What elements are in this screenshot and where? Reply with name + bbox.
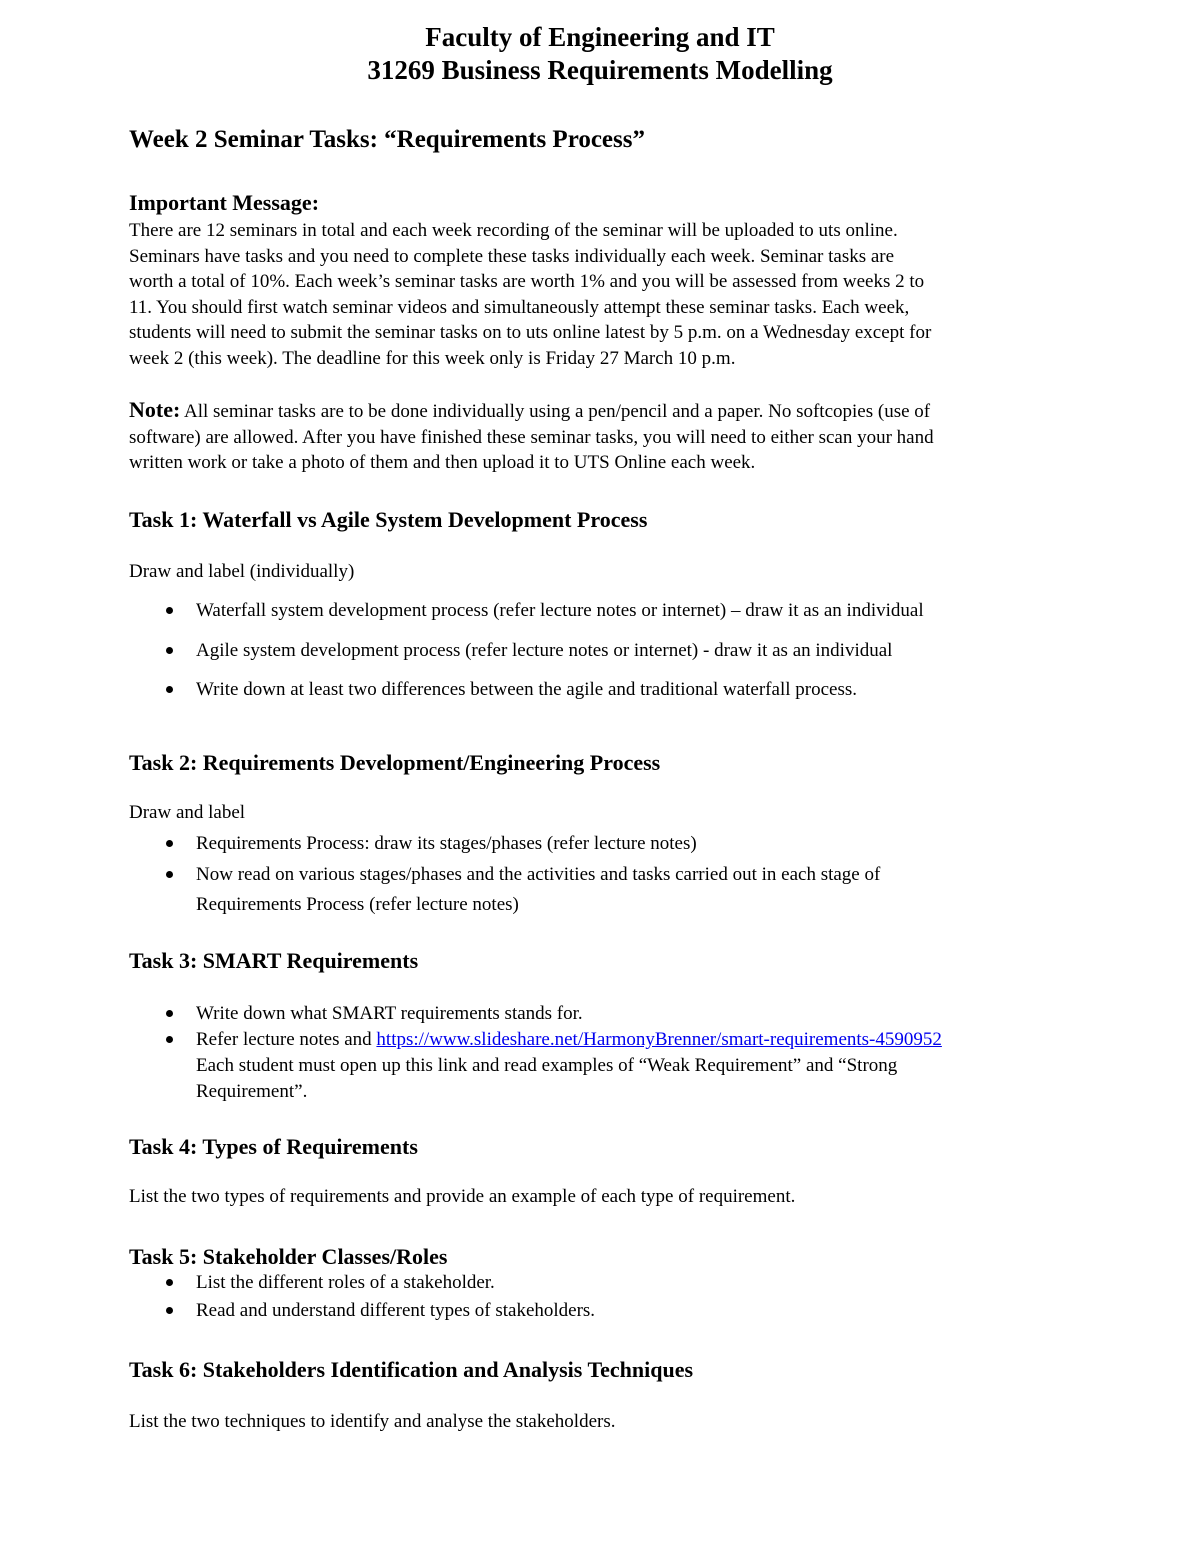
important-line: Seminars have tasks and you need to complete these tasks individually each week. Seminar tasks are — [129, 245, 895, 267]
important-line: worth a total of 10%. Each week’s seminar tasks are worth 1% and you will be assessed from weeks 2 to — [129, 271, 925, 292]
task2-intro: Draw and label — [129, 802, 246, 823]
page-title: Week 2 Seminar Tasks: “Requirements Process” — [129, 126, 645, 153]
bullet-icon — [166, 607, 173, 614]
important-line: There are 12 seminars in total and each week recording of the seminar will be uploaded to uts online. — [129, 220, 898, 241]
note-line: software) are allowed. After you have finished these seminar tasks, you will need to either scan your hand — [129, 426, 934, 448]
note-line: All seminar tasks are to be done individually using a pen/pencil and a paper. No softcopies (use of — [180, 401, 931, 422]
task4-text: List the two types of requirements and provide an example of each type of requirement. — [129, 1186, 796, 1207]
bullet-icon — [166, 1279, 173, 1286]
note-label: Note: — [129, 397, 181, 422]
bullet-icon — [166, 1307, 173, 1314]
task1-bullet: Write down at least two differences between the agile and traditional waterfall process. — [196, 679, 857, 700]
slideshare-link[interactable]: https://www.slideshare.net/HarmonyBrenner/smart-requirements-4590952 — [376, 1029, 942, 1050]
task6-heading: Task 6: Stakeholders Identification and Analysis Techniques — [129, 1357, 694, 1382]
important-line: 11. You should first watch seminar videos and simultaneously attempt these seminar tasks. Each week, — [129, 296, 910, 318]
task5-heading: Task 5: Stakeholder Classes/Roles — [129, 1244, 448, 1269]
task5-bullet: List the different roles of a stakeholder. — [196, 1272, 495, 1293]
task6-text: List the two techniques to identify and analyse the stakeholders. — [129, 1411, 616, 1432]
task2-heading: Task 2: Requirements Development/Engineering Process — [129, 750, 661, 775]
task3-bullet-prefix: Refer lecture notes and — [196, 1029, 377, 1050]
task1-intro: Draw and label (individually) — [129, 561, 355, 582]
important-heading: Important Message: — [129, 190, 320, 215]
task5-bullet: Read and understand different types of stakeholders. — [196, 1300, 596, 1321]
bullet-icon — [166, 1036, 173, 1043]
bullet-icon — [166, 840, 173, 847]
important-line: week 2 (this week). The deadline for this week only is Friday 27 March 10 p.m. — [129, 347, 736, 369]
important-line: students will need to submit the seminar tasks on to uts online latest by 5 p.m. on a Wednesday except for — [129, 322, 932, 343]
task3-bullet-continuation: Requirement”. — [196, 1081, 308, 1102]
bullet-icon — [166, 1010, 173, 1017]
faculty-title: Faculty of Engineering and IT — [425, 22, 775, 52]
task3-bullet — [196, 1029, 942, 1051]
task2-bullet: Now read on various stages/phases and the activities and tasks carried out in each stage of — [196, 864, 881, 885]
task3-heading: Task 3: SMART Requirements — [129, 948, 419, 973]
bullet-icon — [166, 871, 173, 878]
task1-bullet: Waterfall system development process (refer lecture notes or internet) – draw it as an individual — [196, 600, 924, 621]
task2-bullet: Requirements Process: draw its stages/phases (refer lecture notes) — [196, 833, 697, 854]
task2-bullet-continuation: Requirements Process (refer lecture notes) — [196, 894, 519, 915]
note-line: written work or take a photo of them and then upload it to UTS Online each week. — [129, 452, 756, 473]
important-paragraph — [129, 218, 931, 371]
bullet-icon — [166, 647, 173, 654]
task1-heading: Task 1: Waterfall vs Agile System Development Process — [129, 507, 648, 532]
task1-bullet: Agile system development process (refer lecture notes or internet) - draw it as an individual — [196, 640, 893, 661]
task4-heading: Task 4: Types of Requirements — [129, 1134, 418, 1159]
task3-bullet: Write down what SMART requirements stands for. — [196, 1003, 583, 1024]
bullet-icon — [166, 686, 173, 693]
note-paragraph — [129, 397, 934, 476]
subject-title: 31269 Business Requirements Modelling — [367, 55, 833, 85]
task3-bullet-continuation: Each student must open up this link and read examples of “Weak Requirement” and “Strong — [196, 1055, 898, 1076]
